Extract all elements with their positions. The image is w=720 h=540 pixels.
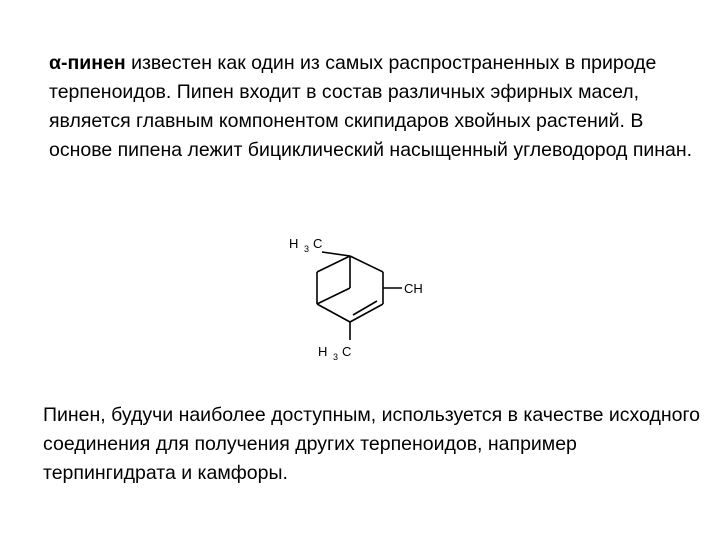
bond-top-right	[350, 256, 383, 272]
bottom-methyl-label-h: H	[318, 344, 328, 359]
top-methyl-label-h: H	[289, 236, 299, 251]
pinene-structure-diagram	[280, 226, 440, 366]
right-methyl-label: CH	[404, 281, 423, 296]
bottom-methyl-label-sub: 3	[333, 352, 339, 362]
double-bond-inner	[353, 301, 377, 315]
bond-bottom-left	[317, 304, 350, 322]
bottom-methyl-label-c: C	[342, 344, 352, 359]
intro-paragraph	[49, 49, 699, 165]
bond-top-left	[317, 256, 350, 272]
top-methyl-label-sub: 3	[304, 244, 310, 254]
pinene-structure-svg	[280, 226, 440, 366]
intro-paragraph-text: известен как один из самых распространенных в природе терпеноидов. Пипен входит в состав различных эфирных масел, является главным компонентом скипидаров хвойных растений. В основе пипена лежит бициклический насыщенный углеводород пинан.	[49, 52, 693, 161]
usage-paragraph: Пинен, будучи наиболее доступным, используется в качестве исходного соединения для получения других терпеноидов, например терпингидрата и камфоры.	[43, 404, 701, 484]
alpha-pinene-term: α-пинен	[49, 52, 126, 74]
top-methyl-bond	[322, 252, 350, 256]
top-methyl-label-c: C	[313, 236, 323, 251]
bridge-diagonal	[317, 288, 350, 304]
pinene-ring-bonds	[317, 252, 402, 340]
